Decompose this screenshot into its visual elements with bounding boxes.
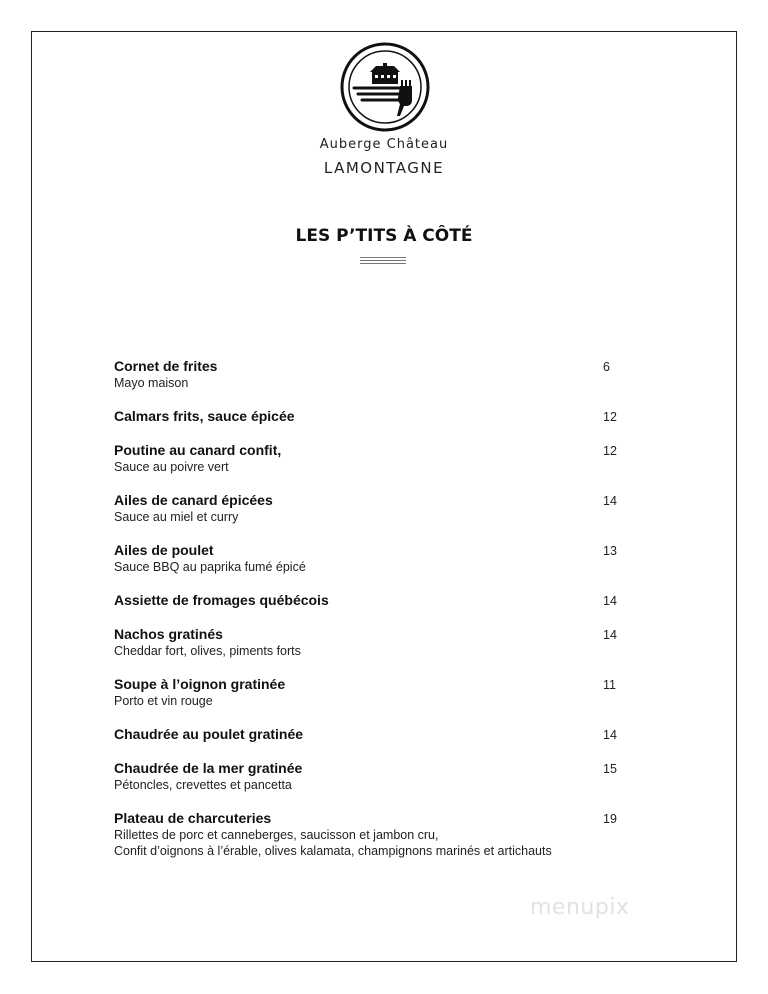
menu-item-name: Plateau de charcuteries (114, 810, 272, 826)
menu-item (114, 358, 634, 391)
menu-item-description: Porto et vin rouge (114, 694, 213, 708)
section-title: LES P’TITS À CÔTÉ (295, 226, 473, 246)
menu-item-price: 15 (603, 762, 617, 776)
menu-item (114, 542, 634, 575)
menu-item-price: 12 (603, 410, 617, 424)
menu-item (114, 810, 634, 859)
menu-item-name: Chaudrée au poulet gratinée (114, 726, 304, 742)
menu-item (114, 408, 634, 425)
menu-item-price: 14 (603, 494, 617, 508)
menu-item-price: 13 (603, 544, 617, 558)
menu-item-name: Cornet de frites (114, 358, 218, 374)
menu-item-description: Sauce au miel et curry (114, 510, 239, 524)
menu-item-name: Ailes de canard épicées (114, 492, 273, 508)
menu-item-description: Rillettes de porc et canneberges, saucisson et jambon cru, (114, 828, 439, 842)
menu-item-price: 19 (603, 812, 617, 826)
menu-item-name: Chaudrée de la mer gratinée (114, 760, 303, 776)
menu-item (114, 676, 634, 709)
menu-item-name: Assiette de fromages québécois (114, 592, 329, 608)
menu-item-price: 11 (603, 678, 616, 692)
title-divider (360, 257, 406, 266)
menu-item (114, 626, 634, 659)
menu-item-description: Sauce BBQ au paprika fumé épicé (114, 560, 306, 574)
brand-name-line1: Auberge Château (319, 137, 449, 152)
restaurant-logo (340, 42, 430, 132)
menu-item-description: Sauce au poivre vert (114, 460, 229, 474)
watermark: menupix (530, 895, 630, 920)
menu-item-description: Pétoncles, crevettes et pancetta (114, 778, 292, 792)
menu-item-name: Ailes de poulet (114, 542, 214, 558)
speed-lines-icon (354, 88, 402, 100)
menu-item-price: 14 (603, 628, 617, 642)
menu-item (114, 726, 634, 743)
menu-item-name: Nachos gratinés (114, 626, 223, 642)
menu-list (114, 358, 634, 876)
menu-item-name: Poutine au canard confit, (114, 442, 282, 458)
menu-item-price: 6 (603, 360, 610, 374)
menu-item-name: Calmars frits, sauce épicée (114, 408, 295, 424)
menu-item-description: Cheddar fort, olives, piments forts (114, 644, 301, 658)
fork-icon (397, 80, 412, 116)
menu-item (114, 442, 634, 475)
menu-item-description: Confit d’oignons à l’érable, olives kalamata, champignons marinés et artichauts (114, 844, 552, 858)
chateau-icon (370, 63, 400, 84)
menu-item-price: 14 (603, 728, 617, 742)
menu-item-price: 12 (603, 444, 617, 458)
menu-item-description: Mayo maison (114, 376, 189, 390)
menu-item (114, 492, 634, 525)
brand-name-line2: LAMONTAGNE (323, 159, 445, 177)
menu-item (114, 592, 634, 609)
menu-item-price: 14 (603, 594, 617, 608)
menu-item-name: Soupe à l’oignon gratinée (114, 676, 286, 692)
menu-item (114, 760, 634, 793)
